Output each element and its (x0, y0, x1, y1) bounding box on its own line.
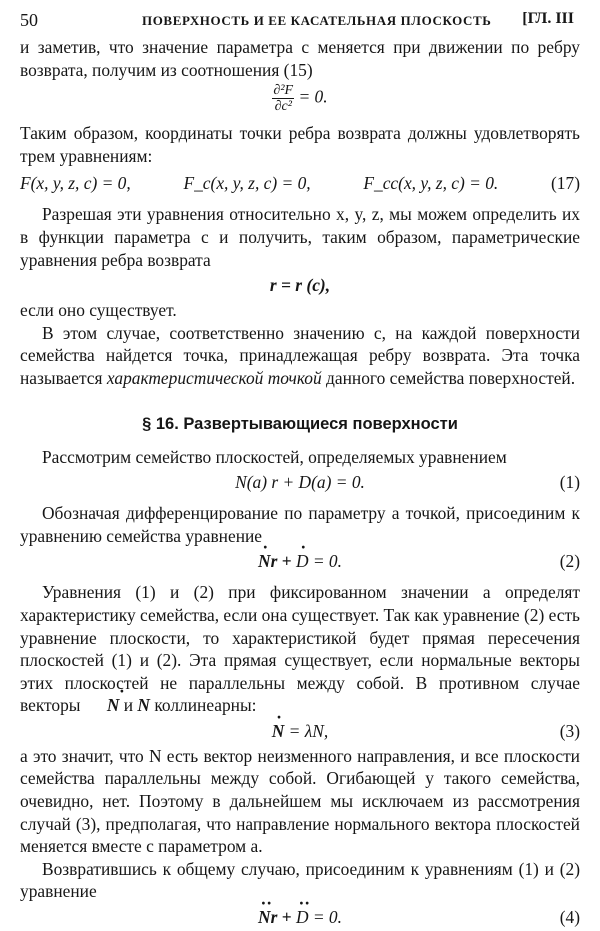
equation-4 (20, 905, 580, 929)
paragraph-9: а это значит, что N есть вектор неизменного направления, и все плоскости семейства параллельны между собой. Огибающей у такого семейства, очевидно, нет. Поэтому в дальнейшем мы исключаем из рассмотрения случай (3), предполагая, что направление нормального вектора плоскостей меняется вместе с параметром a. (20, 745, 580, 857)
page-number: 50 (20, 10, 38, 30)
vector-N-dot: · N (85, 694, 120, 717)
paragraph-5-start: В этом случае, соответственно значению c, на каждой поверхности семейства найдется точка, принадлежащая ребру возврата. Эта точка называется (20, 322, 580, 388)
equation-17-number: (17) (551, 173, 580, 194)
equation-3-number: (3) (559, 720, 580, 741)
equation-r-text: r = r (c), (269, 275, 331, 296)
chapter-label: [ГЛ. III (522, 10, 574, 27)
paragraph-4: если оно существует. (20, 300, 177, 321)
paragraph-10: Возвратившись к общему случаю, присоединим к уравнениям (1) и (2) уравнение (20, 858, 580, 902)
paragraph-2: Таким образом, координаты точки ребра возврата должны удовлетворять трем уравнениям: (20, 123, 580, 166)
paragraph-6: Рассмотрим семейство плоскостей, определяемых уравнением (42, 446, 507, 467)
equation-17 (20, 171, 580, 195)
page-header (20, 10, 580, 36)
equation-4-N-ddot: ·· N (258, 905, 271, 929)
paragraph-8 (20, 581, 580, 717)
paragraph-1: и заметив, что значение параметра c меняется при движении по ребру возврата, получим из соотношения (15) (20, 37, 580, 80)
paragraph-8-end: коллинеарны: (149, 695, 257, 716)
equation-r-of-c (20, 273, 580, 297)
equation-1-text: N(a) r + D(a) = 0. (235, 472, 365, 493)
paragraph-3: Разрешая эти уравнения относительно x, y, z, мы можем определить их в функции параметра c и получить, таким образом, параметрические уравнения ребра возврата (20, 204, 580, 270)
equation-3 (20, 719, 580, 743)
equation-2 (20, 549, 580, 573)
paragraph-5-end: данного семейства поверхностей. (321, 367, 576, 388)
equation-second-derivative (20, 83, 580, 114)
equation-17-part-b: F_c(x, y, z, c) = 0, (183, 173, 311, 194)
fraction (272, 83, 294, 114)
equation-2-N-dot: · N (258, 549, 271, 573)
book-page (20, 10, 580, 931)
equation-3-N-dot: · N (272, 719, 285, 743)
section-title: § 16. Развертывающиеся поверхности (142, 414, 458, 433)
equation-3-tail: = λN, (284, 720, 329, 741)
paragraph-5 (20, 322, 580, 390)
equation-1 (20, 470, 580, 494)
equation-2-r: r + (270, 551, 296, 572)
fraction-numerator: ∂²F (273, 83, 294, 99)
running-title: ПОВЕРХНОСТЬ И ЕЕ КАСАТЕЛЬНАЯ ПЛОСКОСТЬ (142, 13, 492, 28)
equation-4-r: r + (270, 907, 296, 928)
paragraph-8-start: Уравнения (1) и (2) при фиксированном значении a определят характеристику семейства, если она существует. Так как уравнение (2) есть уравнение плоскости, то характеристикой будет прямая пересечения плоскостей (1) и (2). Эта прямая существует, если нормальные векторы этих плоскостей не параллельны между собой. В противном случае векторы (20, 582, 580, 716)
paragraph-8-mid: и (119, 695, 138, 716)
fraction-denominator: ∂c² (274, 99, 292, 115)
equation-4-tail: = 0. (308, 907, 342, 928)
equation-2-number: (2) (559, 551, 580, 572)
equation-4-D-ddot: ·· D (296, 905, 309, 929)
term-characteristic-point: характеристической точкой (106, 367, 322, 388)
equation-2-tail: = 0. (308, 551, 342, 572)
equation-1-number: (1) (559, 472, 580, 493)
paragraph-7: Обозначая дифференцирование по параметру a точкой, присоединим к уравнению семейства уравнение (20, 503, 580, 546)
equation-2-D-dot: · D (296, 549, 309, 573)
equation-17-part-a: F(x, y, z, c) = 0, (20, 173, 131, 194)
equation-4-number: (4) (559, 907, 580, 928)
equation-rest: = 0. (294, 86, 328, 107)
vector-N: N (137, 695, 150, 716)
equation-17-part-c: F_cc(x, y, z, c) = 0. (363, 173, 499, 194)
